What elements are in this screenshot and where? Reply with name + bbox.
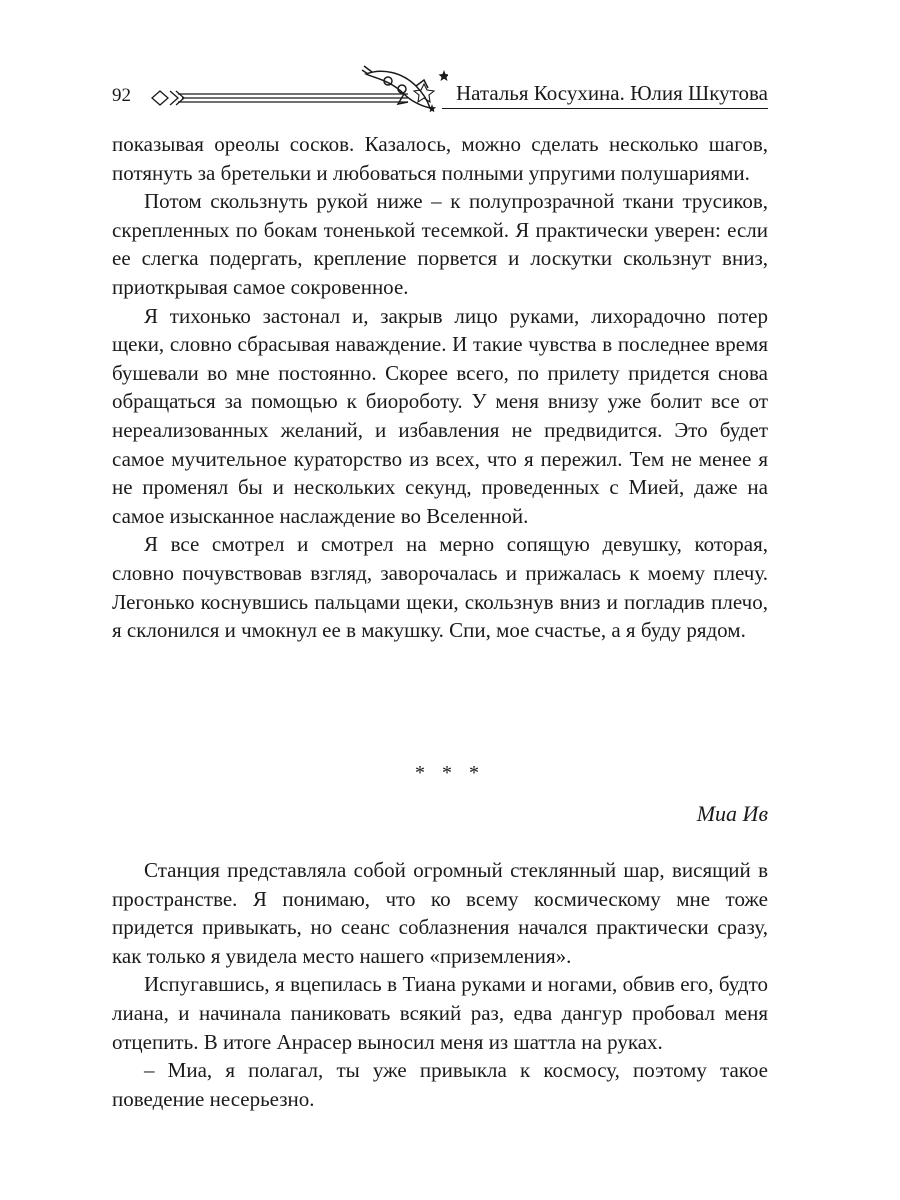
text-block-top [112,130,768,645]
paragraph: Испугавшись, я вцепилась в Тиана руками и ногами, обвив его, будто лиана, и начинала паниковать всякий раз, едва дангур пробовал меня отцепить. В итоге Анрасер выносил меня из шаттла на руках. [112,972,768,1054]
rocket-icon [358,64,438,112]
page-number: 92 [112,85,131,106]
pov-label: Миа Ив [696,801,768,826]
scene-break: * * * [415,762,485,784]
text-block-bottom [112,856,768,1113]
star-icon [439,70,449,81]
paragraph: Станция представляла собой огромный стеклянный шар, висящий в пространстве. Я понимаю, что ко всему космическому мне тоже придется привыкать, но сеанс соблазнения начался практически сразу, как только я увидела место нашего «приземления». [112,858,768,968]
paragraph: Я все смотрел и смотрел на мерно сопящую девушку, которая, словно почувствовав взгляд, заворочалась и прижалась к моему плечу. Легонько коснувшись пальцами щеки, скользнув вниз и погладив плечо, я склонился и чмокнул ее в макушку. Спи, мое счастье, а я буду рядом. [112,532,768,643]
paragraph: Я тихонько застонал и, закрыв лицо руками, лихорадочно потер щеки, словно сбрасывая наваждение. И такие чувства в последнее время бушевали во мне постоянно. Скорее всего, по прилету придется снова обращаться за помощью к биороботу. У меня внизу уже болит все от нереализованных желаний, и избавления не предвидится. Это будет самое мучительное кураторство из всех, что я пережил. Тем не менее я не променял бы и нескольких секунд, проведенных с Мией, даже на самое изысканное наслаждение во Вселенной. [112,303,768,528]
running-head: Наталья Косухина. Юлия Шкутова [455,81,768,105]
paragraph: показывая ореолы сосков. Казалось, можно сделать несколько шагов, потянуть за бретельки и любоваться полными упругими полушариями. [112,132,768,185]
header-rule [442,108,768,109]
paragraph: Потом скользнуть рукой ниже – к полупрозрачной ткани трусиков, скрепленных по бокам тоненькой тесемкой. Я практически уверен: если ее слегка подергать, крепление порвется и лоскутки скользнут вниз, приоткрывая самое сокровенное. [112,189,768,299]
page-header [112,62,768,118]
paragraph: – Миа, я полагал, ты уже привыкла к космосу, поэтому такое поведение несерьезно. [112,1058,768,1111]
